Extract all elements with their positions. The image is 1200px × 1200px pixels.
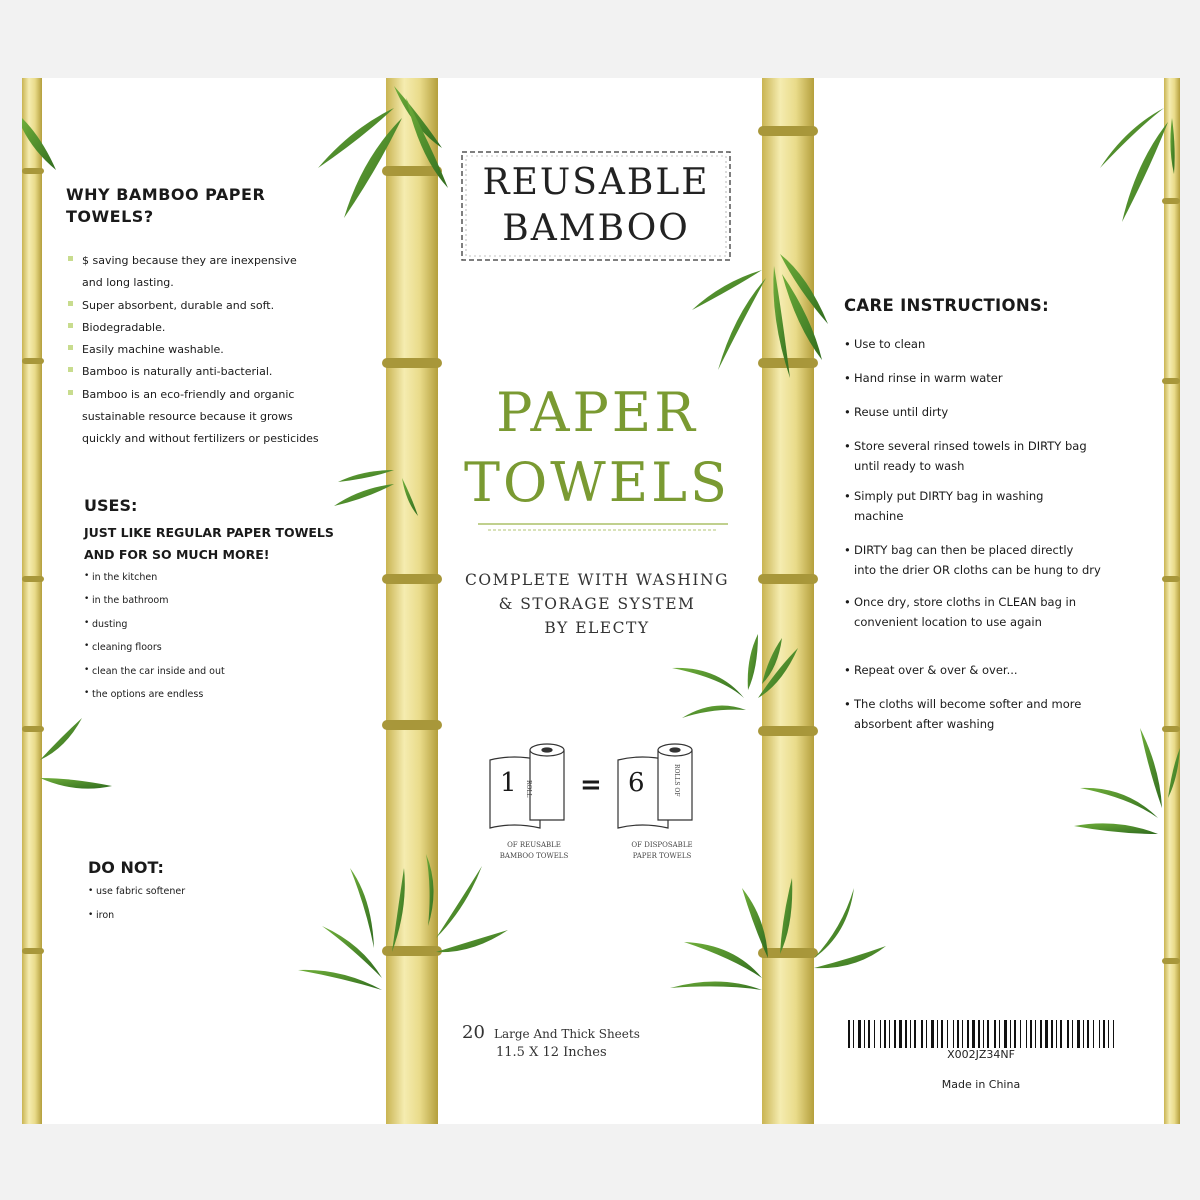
barcode-bar [880,1020,881,1048]
barcode-bar [894,1020,896,1048]
barcode-bar [931,1020,934,1048]
care-list-line: • The cloths will become softer and more [854,697,1082,711]
roll-equation [484,740,714,870]
why-list [68,250,388,451]
donot-heading: DO NOT: [88,858,164,877]
sheet-desc: Large And Thick Sheets [494,1027,640,1041]
barcode-bar [937,1020,938,1048]
uses-heading: USES: [84,496,138,515]
barcode-bar [874,1020,875,1048]
left-caption-line: BAMBOO TOWELS [499,852,569,860]
barcode-bar [1108,1020,1109,1048]
barcode-bar [1014,1020,1016,1048]
care-list-item [844,334,1164,354]
barcode-bar [889,1020,890,1048]
why-list-item: $ saving because they are inexpensive [68,250,388,272]
barcode-bar [899,1020,902,1048]
barcode-bar [994,1020,996,1048]
right-caption-line: OF DISPOSABLE [631,841,693,849]
tagline [442,568,752,640]
barcode-bar [1030,1020,1032,1048]
care-list-line: • Reuse until dirty [854,405,949,419]
why-list-item: and long lasting. [82,276,174,290]
barcode-bar [1040,1020,1042,1048]
why-list-item: quickly and without fertilizers or pesticides [82,432,319,446]
bamboo-stalk-center-right [758,78,818,1124]
uses-list-item: • in the bathroom [84,589,364,612]
care-list-line: • DIRTY bag can then be placed directly [854,543,1074,557]
left-caption-line: OF REUSABLE [507,841,561,849]
right-roll-number: 6 [628,768,645,798]
barcode-bar [1087,1020,1089,1048]
right-roll-label: ROLLS OF [673,764,680,797]
barcode-bar [905,1020,907,1048]
care-list-line: • Simply put DIRTY bag in washing [854,489,1044,503]
barcode-bar [957,1020,959,1048]
product-title [442,378,752,518]
barcode-bar [1083,1020,1084,1048]
barcode-bar [848,1020,850,1048]
barcode-bar [1099,1020,1100,1048]
origin-text: Made in China [941,1078,1021,1091]
barcode-bar [926,1020,927,1048]
barcode-bar [868,1020,870,1048]
right-caption-line: PAPER TOWELS [632,852,692,860]
barcode-bar [1093,1020,1094,1048]
barcode-bar [1051,1020,1053,1048]
product-title-line: TOWELS [463,451,731,514]
barcode-bar [884,1020,886,1048]
barcode-bar [1077,1020,1080,1048]
barcode [848,1020,1114,1048]
barcode-bar [999,1020,1000,1048]
barcode-bar [947,1020,948,1048]
barcode-bar [987,1020,989,1048]
tagline-line: BY ELECTY [544,619,650,637]
barcode-bar [1010,1020,1011,1048]
barcode-bar [1060,1020,1062,1048]
why-list-item: Bamboo is an eco-friendly and organic [68,384,388,406]
why-heading-line: TOWELS? [66,207,154,226]
barcode-bar [1113,1020,1114,1048]
donot-list-item: • iron [88,904,288,928]
sheet-info [462,1022,732,1060]
left-roll-number: 1 [500,768,517,798]
barcode-bar [1020,1020,1021,1048]
barcode-bar [972,1020,975,1048]
bamboo-stalk-left-edge [22,78,44,1124]
care-heading: CARE INSTRUCTIONS: [844,296,1050,315]
barcode-bar [1056,1020,1057,1048]
barcode-bar [858,1020,861,1048]
care-list-line: into the drier OR cloths can be hung to dry [854,563,1101,577]
barcode-bar [953,1020,954,1048]
why-list-item: Biodegradable. [68,317,388,339]
uses-subheading [84,522,334,566]
barcode-bar [1026,1020,1027,1048]
donot-list [88,880,288,928]
barcode-bar [921,1020,923,1048]
uses-list-item: • clean the car inside and out [84,660,364,683]
uses-list-item: • cleaning floors [84,636,364,659]
right-caption [612,840,712,862]
brand-line: REUSABLE [482,162,710,203]
care-list-item [844,694,1164,734]
care-list-line: machine [854,509,904,523]
bamboo-stalk-center-left [382,78,442,1124]
barcode-bar [1004,1020,1007,1048]
barcode-bar [978,1020,980,1048]
care-list-line: • Store several rinsed towels in DIRTY bag [854,439,1087,453]
packaging-sheet [22,78,1180,1124]
brand-line: BAMBOO [502,208,690,249]
care-list [844,328,1164,734]
equals-sign: = [580,770,602,800]
barcode-bar [1045,1020,1048,1048]
brand-name [462,160,730,252]
barcode-bar [910,1020,911,1048]
care-list-item [844,592,1164,632]
left-roll-label: ROLL [525,780,532,798]
tagline-line: & STORAGE SYSTEM [498,595,696,613]
barcode-bar [1035,1020,1036,1048]
care-list-item [844,402,1164,422]
care-list-line: • Hand rinse in warm water [854,371,1003,385]
left-caption [484,840,584,862]
uses-subheading-line: JUST LIKE REGULAR PAPER TOWELS [84,525,334,540]
care-list-item [844,486,1164,526]
why-list-item: Easily machine washable. [68,339,388,361]
why-heading-line: WHY BAMBOO PAPER [66,185,266,204]
care-list-line: until ready to wash [854,459,965,473]
why-list-item: sustainable resource because it grows [82,410,293,424]
sheet-count: 20 [462,1022,485,1043]
why-list-item: Bamboo is naturally anti-bacterial. [68,361,388,383]
care-list-line: absorbent after washing [854,717,995,731]
barcode-bar [1103,1020,1105,1048]
why-heading [66,184,265,228]
barcode-text: X002JZ34NF [947,1048,1015,1061]
product-title-line: PAPER [496,381,698,444]
care-list-line: convenient location to use again [854,615,1042,629]
care-list-item [844,660,1164,680]
barcode-bar [983,1020,984,1048]
uses-subheading-line: AND FOR SO MUCH MORE! [84,547,270,562]
uses-list-item: • dusting [84,613,364,636]
care-list-line: • Once dry, store cloths in CLEAN bag in [854,595,1077,609]
bamboo-stalk-right-edge [1162,78,1180,1124]
uses-list-item: • the options are endless [84,683,364,706]
sheet-dimensions: 11.5 X 12 Inches [496,1045,607,1060]
donot-list-item: • use fabric softener [88,880,288,904]
barcode-bar [1072,1020,1073,1048]
uses-list-item: • in the kitchen [84,566,364,589]
barcode-bar [941,1020,943,1048]
care-list-line: • Repeat over & over & over... [854,663,1018,677]
barcode-bar [853,1020,854,1048]
barcode-bar [914,1020,916,1048]
care-list-item [844,436,1164,476]
care-list-line: • Use to clean [854,337,926,351]
uses-list [84,566,364,706]
tagline-line: COMPLETE WITH WASHING [465,571,729,589]
why-list-item: Super absorbent, durable and soft. [68,295,388,317]
care-list-item [844,368,1164,388]
care-list-item [844,540,1164,580]
barcode-bar [967,1020,969,1048]
barcode-bar [1067,1020,1069,1048]
barcode-bar [864,1020,865,1048]
barcode-bar [962,1020,963,1048]
